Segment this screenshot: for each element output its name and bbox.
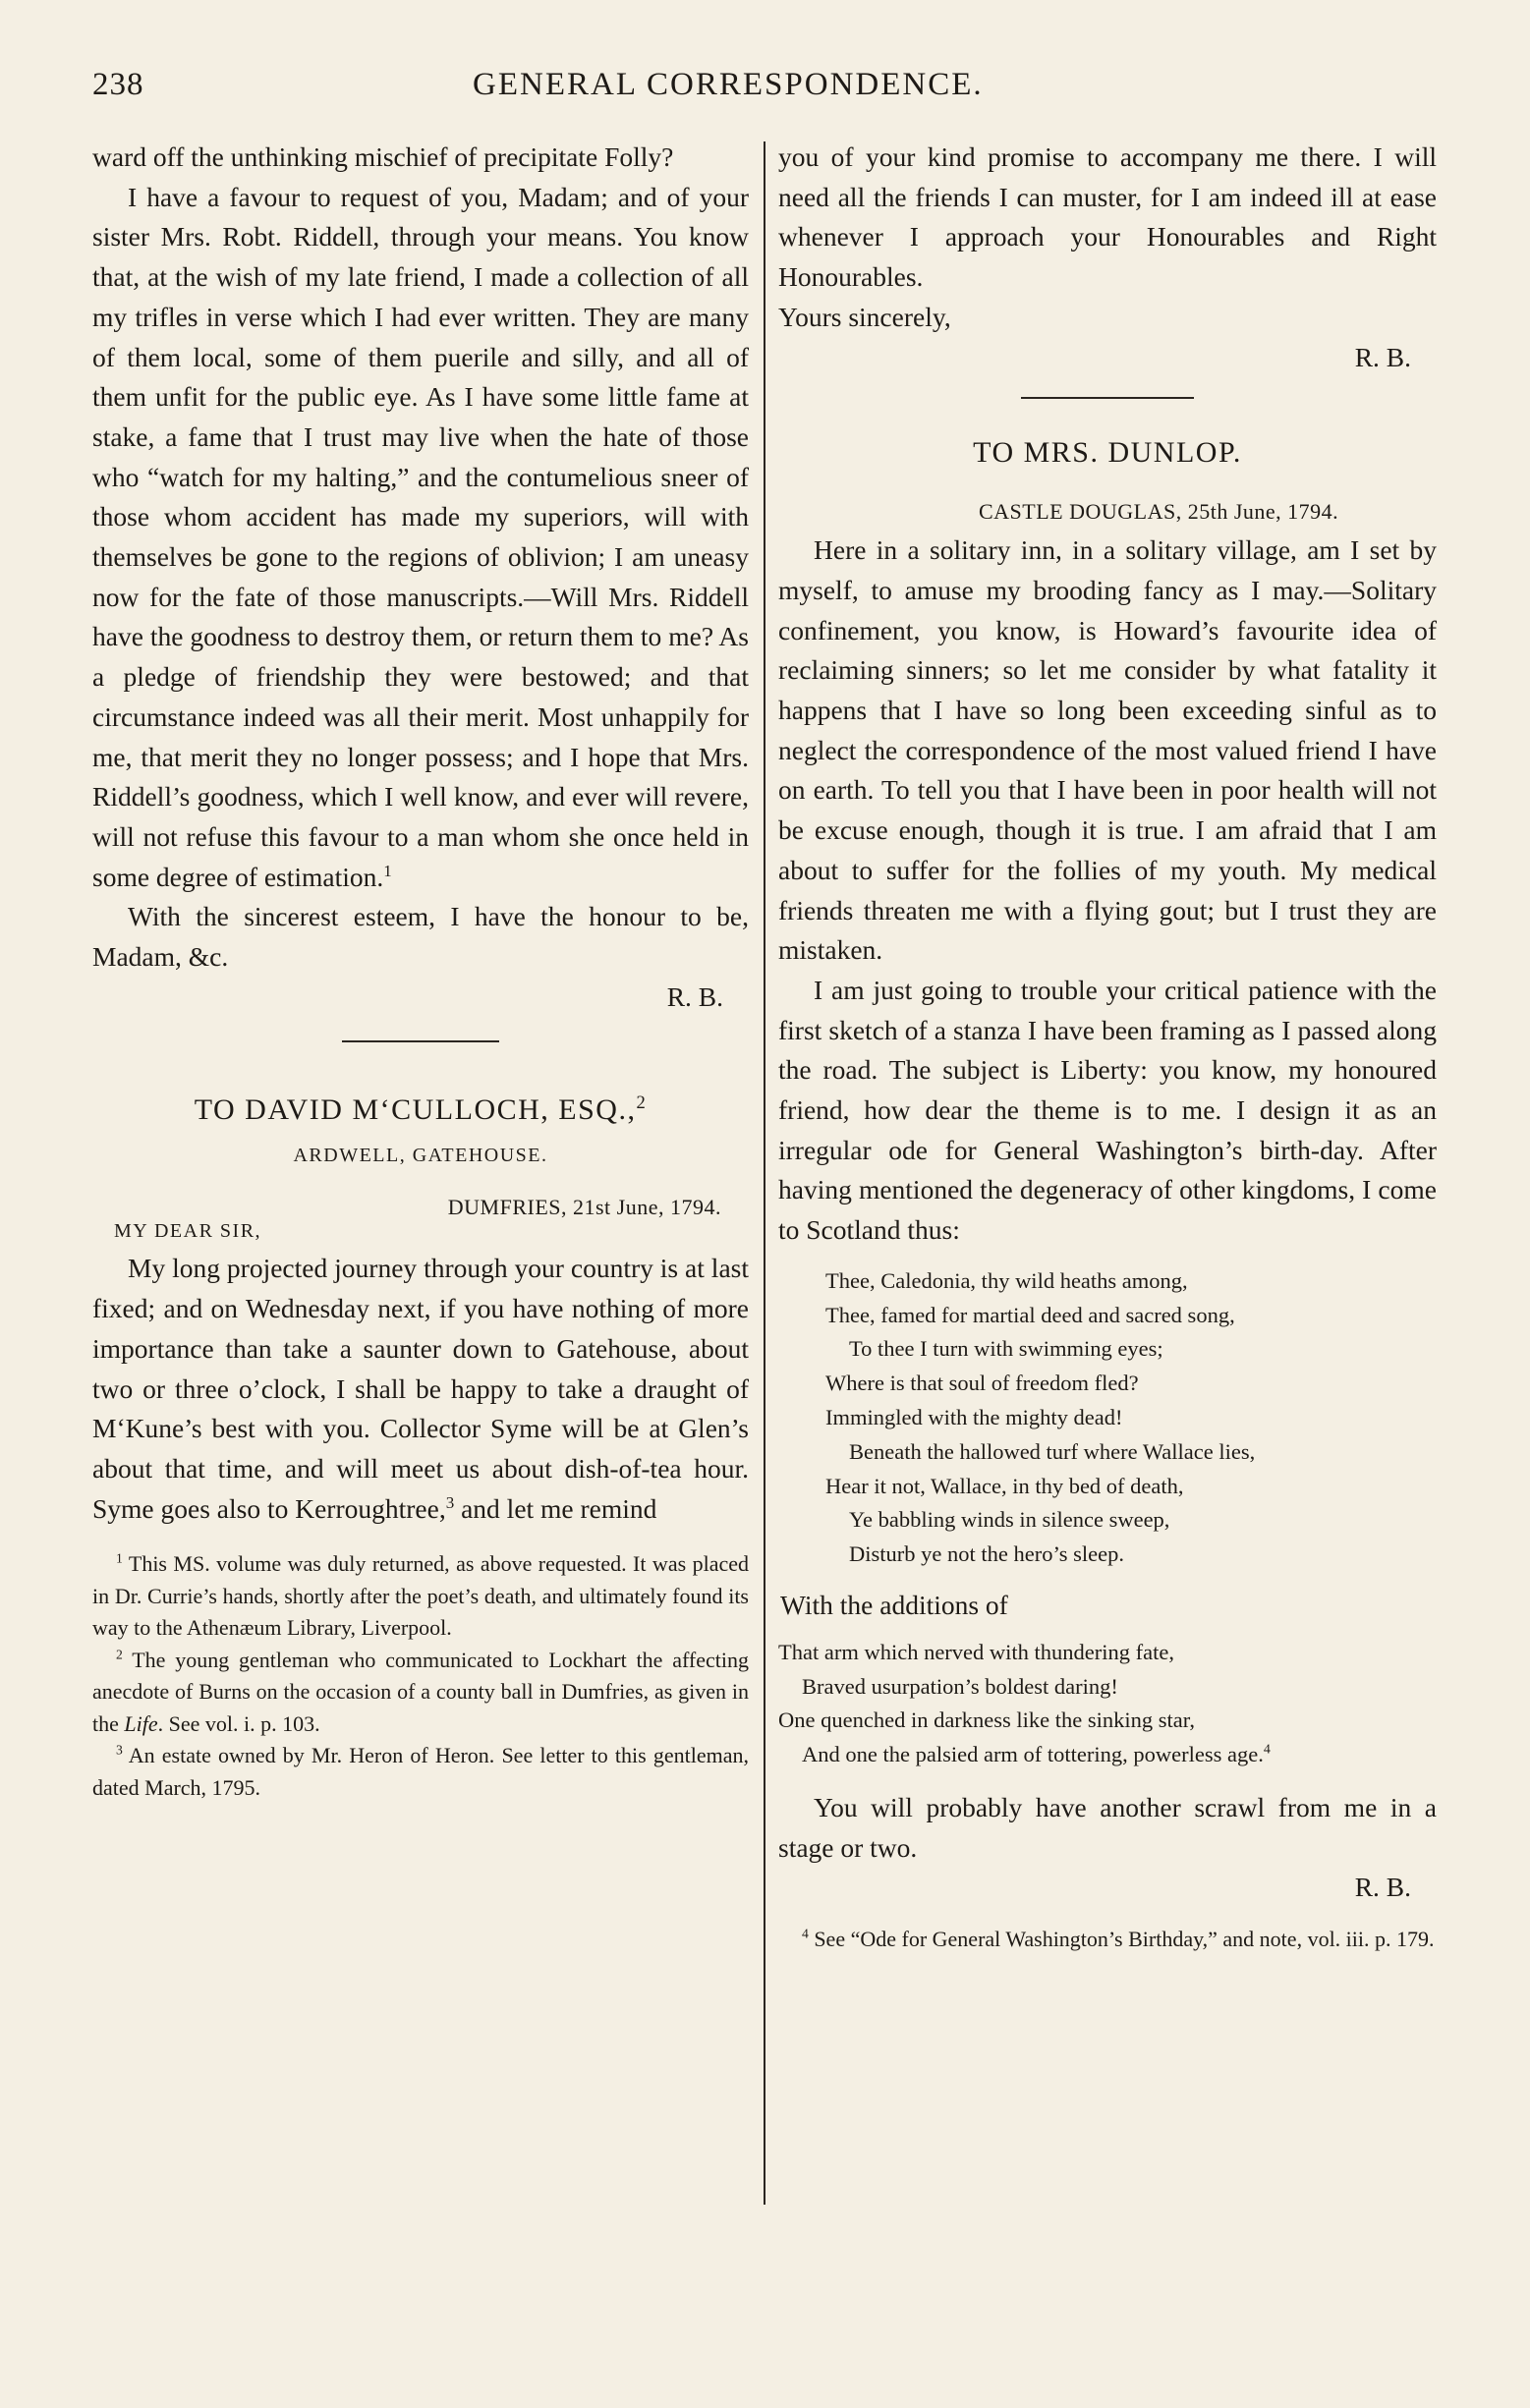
letter-heading: TO MRS. DUNLOP. bbox=[973, 436, 1242, 470]
signature: R. B. bbox=[1354, 1872, 1411, 1903]
verse-line: Hear it not, Wallace, in thy bed of death, bbox=[825, 1473, 1184, 1498]
verse-line: That arm which nerved with thundering fate, bbox=[778, 1639, 1174, 1664]
verse-line: Thee, famed for martial deed and sacred song, bbox=[825, 1302, 1235, 1327]
section-divider bbox=[1021, 397, 1194, 399]
page-number: 238 bbox=[92, 67, 144, 102]
verse-line: Disturb ye not the hero’s sleep. bbox=[849, 1541, 1124, 1567]
verse-line: Where is that soul of freedom fled? bbox=[825, 1371, 1139, 1396]
paragraph: My long projected journey through your country is at last fixed; and on Wednesday next, if you have nothing of more importance than take a saunter down to Gatehouse, about two or three o’clock, I shall be happy to take a draught of M‘Kune’s best with you. Collector Syme will be at Glen’s about that time, and will meet us about dish-of-tea hour. Syme goes also to Kerroughtree,$^3$ and let me remind bbox=[92, 1253, 749, 1524]
footnote: $^1$ This MS. volume was duly returned, as above requested. It was placed in Dr. Currie’s hands, shortly after the poet’s death, and ultimately found its way to the Athenæum Library, Liverpool. bbox=[92, 1551, 749, 1641]
paragraph: I have a favour to request of you, Madam; and of your sister Mrs. Robt. Riddell, through your means. You know that, at the wish of my late friend, I made a collection of all my trifles in verse which I had ever written. They are many of them local, some of them puerile and silly, and all of them unfit for the public eye. As I have some little fame at stake, a fame that I trust may live when the hate of those who “watch for my halting,” and the contumelious sneer of those whom accident has made my superiors, will with themselves be gone to the regions of oblivion; I am uneasy now for the fate of those manuscripts.—Will Mrs. Riddell have the goodness to destroy them, or return them to me? As a pledge of friendship they were bestowed; and that circumstance indeed was all their merit. Most unhappily for me, that merit they no longer possess; and I hope that Mrs. Riddell’s goodness, which I well know, and ever will revere, will not refuse this favour to a man whom she once held in some degree of estimation.$^1$ bbox=[92, 181, 749, 892]
paragraph: You will probably have another scrawl from me in a stage or two. bbox=[778, 1791, 1437, 1863]
paragraph: you of your kind promise to accompany me there. I will need all the friends I can muster, for I am indeed ill at ease whenever I approach your Honourables and Right Honourables. bbox=[778, 141, 1437, 293]
verse-line: And one the palsied arm of tottering, powerless age.$^4$ bbox=[802, 1742, 1271, 1767]
paragraph: ward off the unthinking mischief of precipitate Folly? bbox=[92, 141, 674, 172]
verse-line: One quenched in darkness like the sinking star, bbox=[778, 1708, 1195, 1733]
paragraph: With the sincerest esteem, I have the honour to be, Madam, &c. bbox=[92, 901, 749, 973]
footnote: $^2$ The young gentleman who communicated to Lockhart the affecting anecdote of Burns on the occasion of a county ball in Dumfries, as given in the Life. See vol. i. p. 103. bbox=[92, 1647, 749, 1736]
running-title: GENERAL CORRESPONDENCE. bbox=[473, 67, 984, 102]
section-divider bbox=[342, 1040, 499, 1042]
verse-line: Ye babbling winds in silence sweep, bbox=[849, 1507, 1170, 1533]
right-column bbox=[778, 138, 1437, 1956]
footnote: $^4$ See “Ode for General Washington’s Birthday,” and note, vol. iii. p. 179. bbox=[802, 1926, 1435, 1952]
column-divider bbox=[764, 141, 765, 2205]
verse-block bbox=[778, 1636, 1437, 1772]
closing: Yours sincerely, bbox=[778, 301, 951, 332]
footnote-ref: 3 bbox=[445, 1492, 455, 1512]
letter-heading: TO DAVID M‘CULLOCH, ESQ.,$^2$ bbox=[194, 1092, 648, 1127]
footnote-ref: 4 bbox=[1263, 1742, 1271, 1758]
verse-line: Braved usurpation’s boldest daring! bbox=[802, 1673, 1118, 1699]
verse-line: To thee I turn with swimming eyes; bbox=[849, 1336, 1163, 1362]
page-header bbox=[92, 67, 1075, 116]
left-column bbox=[92, 138, 749, 1804]
salutation: MY DEAR SIR, bbox=[114, 1220, 262, 1243]
verse-line: Thee, Caledonia, thy wild heaths among, bbox=[825, 1267, 1188, 1293]
dateline: CASTLE DOUGLAS, 25th June, 1794. bbox=[979, 499, 1339, 525]
signature: R. B. bbox=[1354, 341, 1411, 372]
paragraph: Here in a solitary inn, in a solitary village, am I set by myself, to amuse my brooding fancy as I may.—Solitary confinement, you know, is Howard’s favourite idea of reclaiming sinners; so let me consider by what fatality it happens that I have so long been exceeding sinful as to neglect the correspondence of the most valued friend I have on earth. To tell you that I have been in poor health will not be excuse enough, though it is true. I am afraid that I am about to suffer for the follies of my youth. My medical friends threaten me with a flying gout; but I trust they are mistaken. bbox=[778, 534, 1437, 966]
footnote: $^3$ An estate owned by Mr. Heron of Heron. See letter to this gentleman, dated March, 1795. bbox=[92, 1743, 749, 1800]
verse-line: Beneath the hallowed turf where Wallace lies, bbox=[849, 1438, 1256, 1464]
footnote-ref: 1 bbox=[383, 861, 392, 880]
paragraph: I am just going to trouble your critical patience with the first sketch of a stanza I have been framing as I passed along the road. The subject is Liberty: you know, my honoured friend, how dear the theme is to me. I design it as an irregular ode for General Washington’s birth-day. After having mentioned the degeneracy of other kingdoms, I come to Scotland thus: bbox=[778, 974, 1437, 1246]
verse-line: Immingled with the mighty dead! bbox=[825, 1405, 1123, 1430]
footnotes bbox=[92, 1548, 749, 1804]
signature: R. B. bbox=[666, 980, 723, 1012]
paragraph: With the additions of bbox=[780, 1590, 1008, 1621]
verse-block bbox=[778, 1264, 1437, 1572]
footnote-ref: 2 bbox=[636, 1092, 648, 1114]
dateline: DUMFRIES, 21st June, 1794. bbox=[447, 1195, 721, 1220]
address: ARDWELL, GATEHOUSE. bbox=[293, 1145, 548, 1167]
